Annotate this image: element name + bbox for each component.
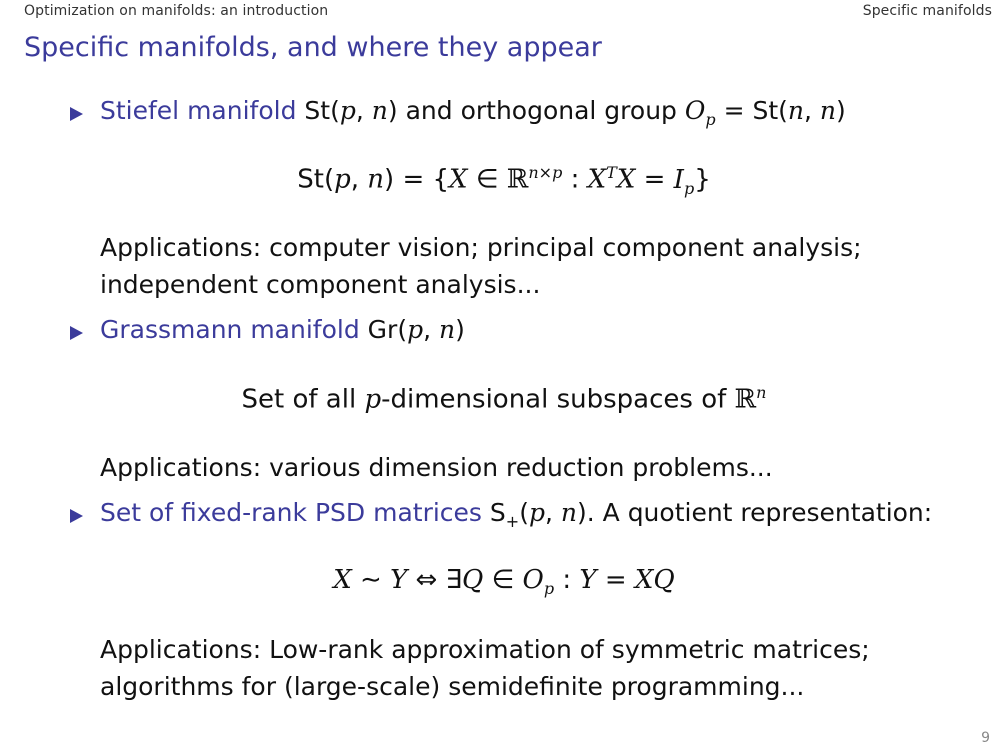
item-stiefel-label: Stiefel manifold bbox=[100, 96, 297, 125]
item-psd bbox=[100, 498, 932, 531]
psd-applications-line2: algorithms for (large-scale) semidefinite programming... bbox=[100, 672, 805, 701]
header-left: Optimization on manifolds: an introduction bbox=[24, 3, 329, 19]
item-psd-rest: . A quotient representation: bbox=[586, 498, 933, 527]
grassmann-applications: Applications: various dimension reduction problems... bbox=[100, 453, 773, 482]
stiefel-definition: St(p, n) = {X ∈ ℝ$^{n\times p}$ : $X^TX = I_p$} bbox=[297, 163, 711, 198]
psd-equivalence: X ∼ Y ⇔ ∃Q ∈ $O_p$ : Y = XQ bbox=[333, 565, 675, 599]
item-grassmann-math: Gr(p, n) bbox=[367, 315, 465, 344]
bullet-triangle-icon bbox=[70, 326, 83, 340]
item-psd-math: $S_+(p$, n) bbox=[489, 498, 587, 531]
item-grassmann-label: Grassmann manifold bbox=[100, 315, 360, 344]
grassmann-definition: Set of all p-dimensional subspaces of ℝ$^n$ bbox=[241, 383, 767, 415]
page-number: 9 bbox=[981, 730, 990, 746]
item-stiefel-rest: and orthogonal group bbox=[397, 96, 685, 125]
bullet-triangle-icon bbox=[70, 509, 83, 523]
item-stiefel bbox=[100, 96, 846, 129]
stiefel-applications-line2: independent component analysis... bbox=[100, 270, 541, 299]
psd-applications-line1: Applications: Low-rank approximation of symmetric matrices; bbox=[100, 635, 870, 664]
stiefel-applications-line1: Applications: computer vision; principal component analysis; bbox=[100, 233, 862, 262]
item-psd-label: Set of fixed-rank PSD matrices bbox=[100, 498, 482, 527]
item-stiefel-math: St(p, n) bbox=[304, 96, 398, 125]
item-grassmann bbox=[100, 315, 465, 344]
slide-title: Specific manifolds, and where they appear bbox=[24, 32, 602, 63]
item-stiefel-math2: $O_p = St(n$, n) bbox=[684, 96, 846, 129]
header-right: Specific manifolds bbox=[862, 3, 992, 19]
bullet-triangle-icon bbox=[70, 107, 83, 121]
